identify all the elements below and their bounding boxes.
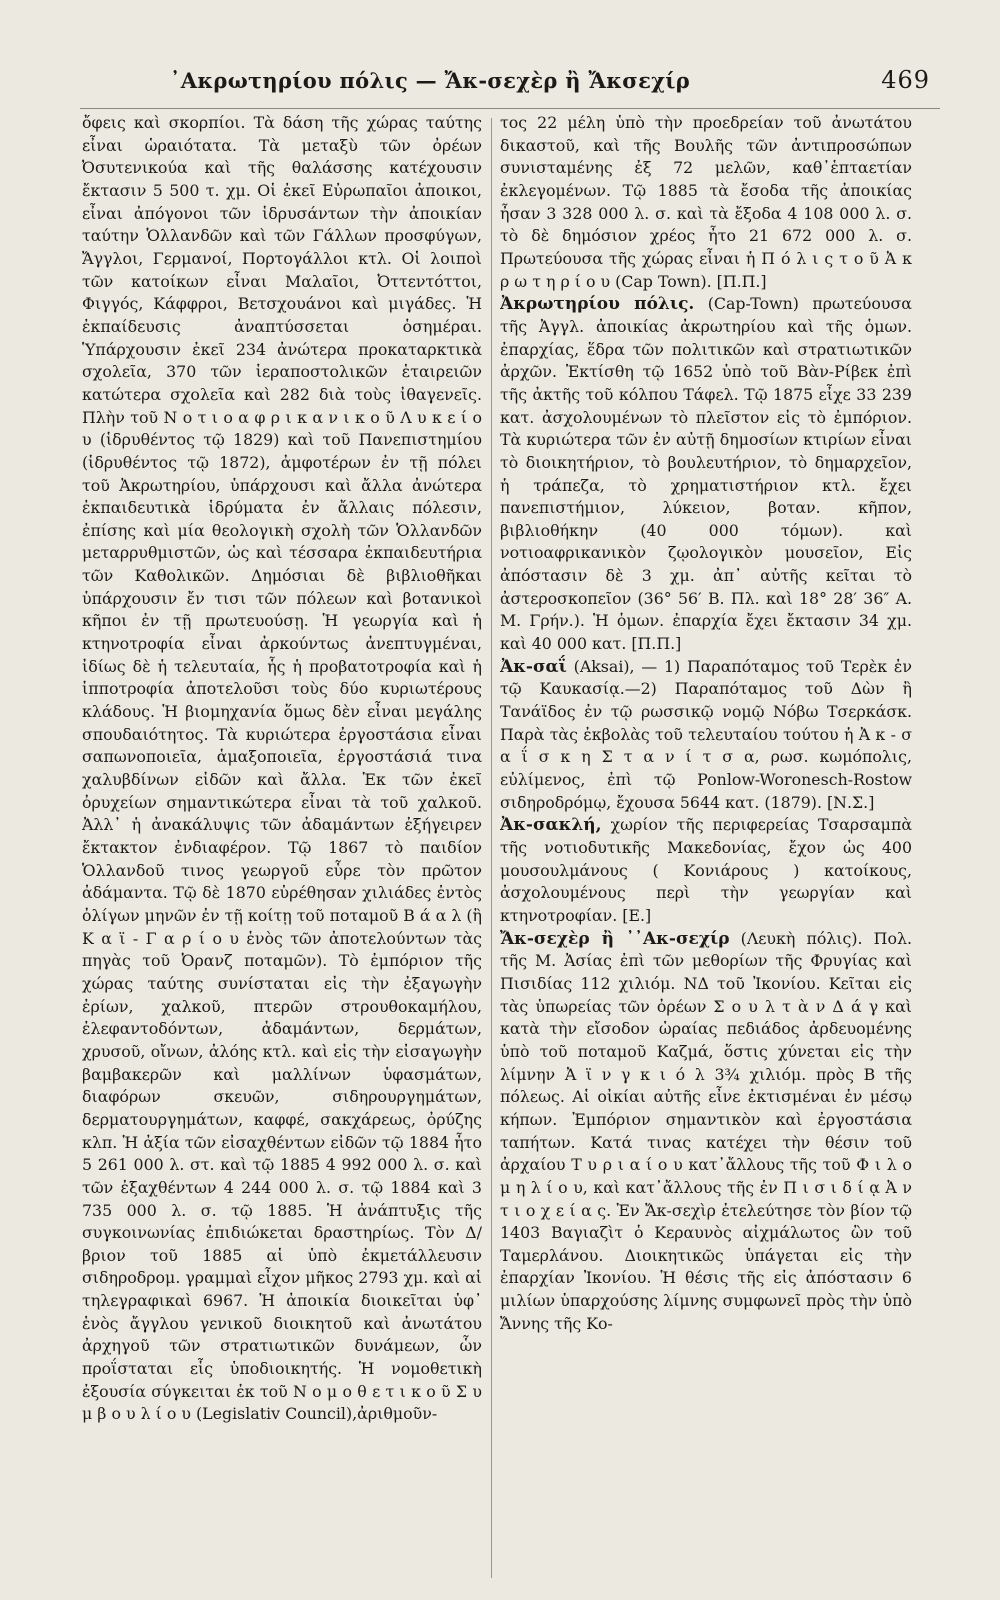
continued-paragraph: τος 22 μέλη ὑπὸ τὴν προεδρείαν τοῦ ἀνωτάτου δικαστοῦ, καὶ τῆς Βουλῆς τῶν ἀντιπροσώπων συνισταμένης ἐξ 72 μελῶν, καθ᾽ἑπταετίαν ἐκλεγομένων. Τῷ 1885 τὰ ἔσοδα τῆς ἀποικίας ἦσαν 3 328 000 λ. σ. καὶ τὰ ἔξοδα 4 108 000 λ. σ. τὸ δὲ δημόσιον χρέος ἦτο 21 672 000 λ. σ. Πρωτεύουσα τῆς χώρας εἶναι ἡ Π ό λ ι ς τ ο ῦ Ἀ κ ρ ω τ η ρ ί ο υ (Cap Town). [Π.Π.]: [500, 113, 912, 291]
left-column-text: ὄφεις καὶ σκορπίοι. Τὰ δάση τῆς χώρας ταύτης εἶναι ὡραιότατα. Τὰ μεταξὺ τῶν ὀρέων Ὀσυτενικούα καὶ τῆς θαλάσσης κατέχουσιν ἔκτασιν 5 500 τ. χμ. Οἱ ἐκεῖ Εὐρωπαῖοι ἀποικοι, εἶναι ἀπόγονοι τῶν ἱδρυσάντων τὴν ἀποικίαν ταύτην Ὁλλανδῶν καὶ τῶν Γάλλων προσφύγων, Ἄγγλοι, Γερμανοί, Πορτογάλλοι κτλ. Οἱ λοιποὶ τῶν κατοίκων εἶναι Μαλαῖοι, Ὀττεντόττοι, Φιγγός, Κάφφροι, Βετσχουάνοι καὶ μιγάδες. Ἡ ἐκπαίδευσις ἀναπτύσσεται ὁσημέραι. Ὑπάρχουσιν ἐκεῖ 234 ἀνώτερα προκαταρκτικὰ σχολεῖα, 370 τῶν ἱεραποστολικῶν ἑταιρειῶν κατώτερα σχολεῖα καὶ 282 διὰ τοὺς ἰθαγενεῖς. Πλὴν τοῦ Ν ο τ ι ο α φ ρ ι κ α ν ι κ ο ῦ Λ υ κ ε ί ο υ (ἱδρυθέντος τῷ 1829) καὶ τοῦ Πανεπιστημίου (ἱδρυθέντος τῷ 1872), ἀμφοτέρων ἐν τῇ πόλει τοῦ Ἀκρωτηρίου, ὑπάρχουσι καὶ ἄλλα ἀνώτερα ἐκπαιδευτικὰ ἱδρύματα ἐν ἄλλαις πόλεσιν, ἐπίσης καὶ μία θεολογικὴ σχολὴ τῶν Ὁλλανδῶν μεταρρυθμιστῶν, ὡς καὶ τέσσαρα ἐκπαιδευτήρια τῶν Καθολικῶν. Δημόσιαι δὲ βιβλιοθῆκαι ὑπάρχουσιν ἔν τισι τῶν πόλεων καὶ βοτανικοὶ κῆποι ἐν τῇ πρωτευούσῃ. Ἡ γεωργία καὶ ἡ κτηνοτροφία εἶναι ἀρκούντως ἀνεπτυγμέναι, ἰδίως δὲ ἡ τελευταία, ἧς ἡ προβατοτροφία καὶ ἡ ἱπποτροφία ἀποτελοῦσι τοὺς δύο κυριωτέρους κλάδους. Ἡ βιομηχανία ὅμως δὲν εἶναι μεγάλης σπουδαιότητος. Τὰ κυριώτερα ἐργοστάσια εἶναι σαπωνοποιεῖα, ἁμαξοποιεῖα, ἐργοστάσιά τινα χαλυβδίνων εἰδῶν καὶ ἄλλα. Ἐκ τῶν ἐκεῖ ὀρυχείων σημαντικώτερα εἶναι τὰ τοῦ χαλκοῦ. Ἀλλ᾽ ἡ ἀνακάλυψις τῶν ἀδαμάντων ἐξήγειρεν ἔκτακτον ἐνδιαφέρον. Τῷ 1867 τὸ παιδίον Ὁλλανδοῦ τινος γεωργοῦ εὗρε τὸν πρῶτον ἀδάμαντα. Τῷ δὲ 1870 εὑρέθησαν χιλιάδες ἐντὸς ὀλίγων μηνῶν ἐν τῇ κοίτῃ τοῦ ποταμοῦ Β ά α λ (ἢ Κ α ϊ - Γ α ρ ί ο υ ἑνὸς τῶν ἀποτελούντων τὰς πηγὰς τοῦ Ὀρανζ ποταμῶν). Τὸ ἐμπόριον τῆς χώρας ταύτης συνίσταται εἰς τὴν ἐξαγωγὴν ἐρίων, χαλκοῦ, πτερῶν στρουθοκαμήλου, ἐλεφαντοδόντων, ἀδαμάντων, δερμάτων, χρυσοῦ, οἴνων, ἀλόης κτλ. καὶ εἰς τὴν εἰσαγωγὴν βαμβακερῶν καὶ μαλλίνων ὑφασμάτων, διαφόρων σκευῶν, σιδηρουργημάτων, δερματουργημάτων, καφφέ, σακχάρεως, ὀρύζης κλπ. Ἡ ἀξία τῶν εἰσαχθέντων εἰδῶν τῷ 1884 ἦτο 5 261 000 λ. στ. καὶ τῷ 1885 4 992 000 λ. σ. καὶ τῶν ἐξαχθέντων 4 244 000 λ. σ. τῷ 1884 καὶ 3 735 000 λ. σ. τῷ 1885. Ἡ ἀνάπτυξις τῆς συγκοινωνίας ἐπιδιώκεται δραστηρίως. Τὸν Δ/βριον τοῦ 1885 αἱ ὑπὸ ἐκμετάλλευσιν σιδηροδρομ. γραμμαὶ εἶχον μῆκος 2793 χμ. καὶ αἱ τηλεγραφικαὶ 6967. Ἡ ἀποικία διοικεῖται ὑφ᾽ ἑνὸς ἄγγλου γενικοῦ διοικητοῦ καὶ ἀνωτάτου ἀρχηγοῦ τῶν στρατιωτικῶν δυνάμεων, ὧν προΐσταται εἷς ὑποδιοικητής. Ἡ νομοθετικὴ ἐξουσία σύγκειται ἐκ τοῦ Ν ο μ ο θ ε τ ι κ ο ῦ Σ υ μ β ο υ λ ί ο υ (Legislativ Council),ἀριθμοῦν-: [82, 113, 482, 1424]
running-head: [170, 66, 930, 102]
entry-headword: Ἀκ-σαΐ: [500, 656, 567, 677]
entry-body: (Aksai), — 1) Παραπόταμος τοῦ Τερὲκ ἐν τῷ Καυκασίᾳ.—2) Παραπόταμος τοῦ Δὼν ἢ Τανάϊδος ἐν τῷ ρωσσικῷ νομῷ Νόβω Τσερκάσκ. Παρὰ τὰς ἐκβολὰς τοῦ τελευταίου τούτου ἡ Ἀ κ - σ α ΐ σ κ η Σ τ α ν ί τ σ α, ρωσ. κωμόπολις, εὐλίμενος, ἐπὶ τῷ Ponlow-Woronesch-Rostow σιδηροδρόμῳ, ἔχουσα 5644 κατ. (1879). [Ν.Σ.]: [500, 656, 912, 812]
column-divider: [491, 118, 492, 1578]
running-title: ᾿Ακρωτηρίου πόλις — Ἄκ-σεχὲρ ἢ Ἄκσεχίρ: [170, 68, 690, 93]
left-column: [82, 112, 482, 1582]
entry-headword: Ἀκ-σακλή,: [500, 815, 602, 836]
entry-headword: Ἀκρωτηρίου πόλις.: [500, 294, 695, 315]
entry-headword: Ἄκ-σεχὲρ ἢ ᾿᾿Ακ-σεχίρ: [500, 928, 730, 949]
entry-body: (Cap-Town) πρωτεύουσα τῆς Ἀγγλ. ἀποικίας ἀκρωτηρίου καὶ τῆς ὁμων. ἐπαρχίας, ἕδρα τῶν πολιτικῶν καὶ στρατιωτικῶν ἀρχῶν. Ἐκτίσθη τῷ 1652 ὑπὸ τοῦ Βὰν-Ρίβεκ ἐπὶ τῆς ἀκτῆς τοῦ κόλπου Τάφελ. Τῷ 1875 εἶχε 33 239 κατ. ἀσχολουμένων τὸ πλεῖστον εἰς τὸ ἐμπόριον. Τὰ κυριώτερα τῶν ἐν αὐτῇ δημοσίων κτιρίων εἶναι τὸ διοικητήριον, τὸ βουλευτήριον, τὸ δημαρχεῖον, ἡ τράπεζα, τὸ χρηματιστήριον κτλ. ἔχει πανεπιστήμιον, λύκειον, βοταν. κῆπον, βιβλιοθήκην (40 000 τόμων). καὶ νοτιοαφρικανικὸν ζῳολογικὸν μουσεῖον, Εἰς ἀπόστασιν δὲ 3 χμ. ἀπ᾽ αὐτῆς κεῖται τὸ ἀστεροσκοπεῖον (36° 56′ Β. Πλ. καὶ 18° 28′ 36″ Α. Μ. Γρήν.). Ἡ ὁμων. ἐπαρχία ἔχει ἔκτασιν 34 χμ. καὶ 40 000 κατ. [Π.Π.]: [500, 294, 912, 654]
right-column: [500, 112, 912, 1582]
entry-ak-seher: [500, 928, 912, 1336]
entry-body: χωρίον τῆς περιφερείας Τσαρσαμπὰ τῆς νοτιοδυτικῆς Μακεδονίας, ἔχον ὡς 400 μουσουλμάνους ( Κονιάρους ) κατοίκους, ἀσχολουμένους περὶ τὴν γεωργίαν καὶ κτηνοτροφίαν. [Ε.]: [500, 815, 912, 925]
page-number: 469: [881, 66, 930, 94]
entry-ak-sakli: [500, 814, 912, 927]
entry-ak-sai: [500, 656, 912, 815]
entry-akrotiriou-polis: [500, 293, 912, 656]
entry-body: (Λευκὴ πόλις). Πολ. τῆς Μ. Ἀσίας ἐπὶ τῶν μεθορίων τῆς Φρυγίας καὶ Πισιδίας 112 χιλιόμ. ΝΔ τοῦ Ἰκονίου. Κεῖται εἰς τὰς ὑπωρείας τῶν ὀρέων Σ ο υ λ τ ὰ ν Δ ά γ καὶ κατὰ τὴν εἴσοδον ὡραίας πεδιάδος ἀρδευομένης ὑπὸ τοῦ ποταμοῦ Καζμά, ὅστις χύνεται εἰς τὴν λίμνην Ἀ ϊ ν γ κ ι ό λ 3¾ χιλιόμ. πρὸς Β τῆς πόλεως. Αἱ οἰκίαι αὐτῆς εἶνε ἐκτισμέναι ἐν μέσῳ κήπων. Ἐμπόριον σημαντικὸν καὶ ἐργοστάσια ταπήτων. Κατά τινας κατέχει τὴν θέσιν τοῦ ἀρχαίου Τ υ ρ ι α ί ο υ κατ᾽ἄλλους τῆς τοῦ Φ ι λ ο μ η λ ί ο υ, καὶ κατ᾽ἄλλους τῆς ἐν Π ι σ ι δ ί ᾳ Ἀ ν τ ι ο χ ε ί α ς. Ἐν Ἄκ-σεχὶρ ἐτελεύτησε τὸν βίον τῷ 1403 Βαγιαζὶτ ὁ Κεραυνὸς αἰχμάλωτος ὢν τοῦ Ταμερλάνου. Διοικητικῶς ὑπάγεται εἰς τὴν ἐπαρχίαν Ἰκονίου. Ἡ θέσις τῆς εἰς ἀπόστασιν 6 μιλίων ὑπαρχούσης λίμνης συμφωνεῖ πρὸς τὴν ὑπὸ Ἄννης τῆς Κο-: [500, 928, 912, 1333]
header-rule: [80, 108, 940, 109]
